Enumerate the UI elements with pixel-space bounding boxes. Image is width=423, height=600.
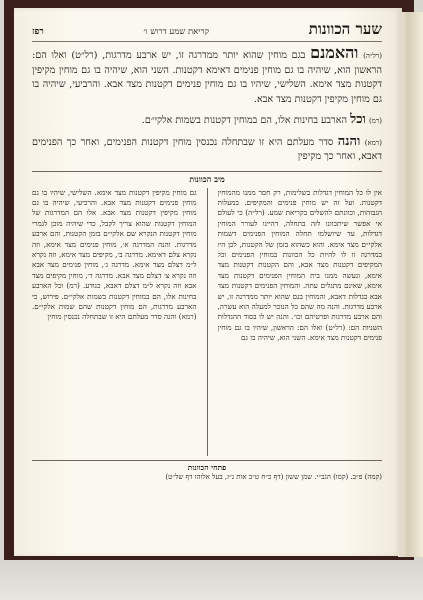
note-marker: (רמ) (368, 117, 382, 125)
page-content (32, 20, 382, 550)
paragraph-text: הארבע בחינות אלו, הם במוחין דקטנות בשמות אלקי״ם. (141, 115, 348, 126)
footer-rule (32, 460, 382, 461)
page-title: שער הכוונות (308, 20, 382, 38)
commentary-title: מיב הכוונות (189, 173, 225, 184)
lead-word: וכל (350, 112, 366, 127)
section-heading: קריאת שמע דרוש ו׳ (143, 27, 210, 37)
note-marker: (רל״ה) (363, 52, 382, 60)
footer-title: פתחי הכוונות (187, 462, 227, 472)
main-text (32, 43, 382, 165)
column-divider (207, 188, 208, 456)
paragraph-3 (32, 135, 382, 165)
table-surface (0, 560, 423, 600)
commentary-right-column: אין לו כל המוחין דגדלות בשלימות, רק חסר ממנו מהמוחין דקטנות. ועל זה יש מוחין פנימים והמקיפים. במעלות הגבוהות, וכוונתם להשלים בקריאת שמע. (רל״ה) כי לעולם אי אפשר שיתכוונו לזה בתחלה, דהיינו לעורר המוחין דגדלות, עד שיושלמו תחלה המוחין הפנימים דשמות אלקי״ם מצד אימא. והוא כשהוא בזמן של הקטנות, לכן היו במדרגה זו לו להיות כל הכוונות במוחין הפנימים וכל המקיפים דקטנות מצד אבא, והם הקטנות דקטנות מצד אימא, ונעשה ממנו בית המוחין הפנימים דקטנות מצד אימא, שאינם מתגלים עתה. והמוחין הפנימים דקטנות מצד אבא בגדלות דאבא, והמוחין בגם שהוא יותר ממדרגה זו, יש ארבע מדרגות. והנה מה שהם כל הנזכר למעלה הוא עשרה, והם ארבע מדרגות ופרטיהם וכו׳. והנה יש לו בסוד ההגדלות השניות הם: (רל״ט) ואלו הם: הראשון, שיהיו בו גם מוחין פנימים דקטנות מצד אימא. השני הוא, שיהיה בו גם (217, 187, 382, 343)
paragraph-text: בגם מוחין שהוא יותר ממדרגה זו, יש ארבע מדרגות, (רל״ט) ואלו הם: הראשון הוא, שיהיה בו גם מוחין פנימים דאימא דקטנות. השני הוא, שיהיה בו גם מוחין מקיפין דקטנות מצד אימא. השלישי, שיהיו בו גם מוחין פנימים דקטנות מצד אבא. והרביעי, שיהיה בו גם מוחין מקיפין דקטנות מצד אבא. (32, 50, 382, 105)
footer-text: (קמה) פ״ב. (קמו) הגב״י. שמן ששון (דף כ״ח ט״ב אות נ״ז, בעל אלוהו דף של״ט) (165, 472, 382, 481)
page-number: רפז (32, 27, 44, 37)
running-head (32, 20, 382, 42)
commentary-columns (32, 188, 382, 456)
commentary-left-column: גם מוחין מקיפין דקטנות מצד אימא. השלישי, שיהיו בו גם מוחין פנימים דקטנות מצד אבא. והרביעי, שיהיה בו גם מוחין מקיפין דקטנות מצד אבא. אלו הם המדרגות של המוחין דקטנות שהוא צריך לקבל, כדי שיהיה מוכן לגמרי מוחין דקטנות הנקרא שם אלקי״ם בזמן הקטנות, והם ארבע מדרגות. והנה המדרגה א׳, מוחין פנימים מצד אימא, וזה נקרא צלם דאימא. מדרגה ב׳, מקיפים מצד אימא, וזה נקרא ל״מ דצלם מצד אימא. מדרגה ג׳, מוחין פנימים מצד אבא וזה נקרא צ׳ דצלם מצד אבא. מדרגה ד׳, מוחין מקיפים מצד אבא וזה נקרא ל״מ דצלם דאבא, כנודע. (רמ) וכל הארבע בחינות אלו, הם במוחין דקטנות בשמות אלקי״ם. פירוש, כי הארבע מדרגות, הם מוחין דקטנות שהם שמות אלקי״ם. (רמא) והנה סדר מעלתם היא זו שבתחלה נכנסין מוחין (32, 187, 197, 322)
lead-word: והאמנם (310, 43, 359, 62)
commentary-rule (32, 171, 382, 172)
note-marker: (רמא) (364, 138, 382, 147)
lead-word: והנה (337, 133, 361, 149)
paragraph-2 (32, 113, 382, 129)
paragraph-text: סדר מעלתם היא זו שבתחלה נכנסין מוחין דקטנות הפנימים, ואחר כך הפנימים דאבא, ואחר כך מקיפין (32, 136, 382, 162)
paragraph-1 (32, 43, 382, 107)
